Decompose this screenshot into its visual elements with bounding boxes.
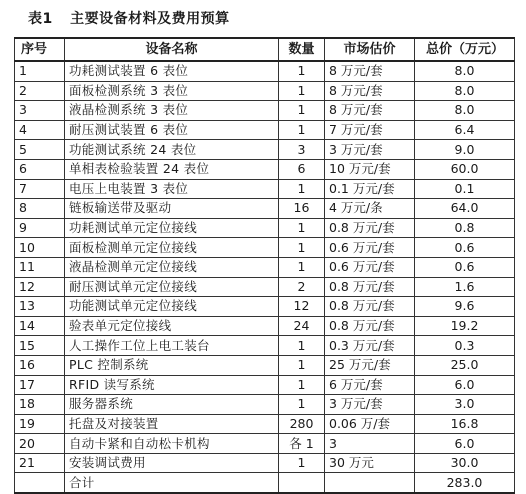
cell-total: 16.8 [415,414,515,434]
cell-no: 20 [15,434,65,454]
table-row [15,101,515,121]
cell-name: PLC 控制系统 [65,355,279,375]
cell-qty: 1 [279,101,325,121]
cell-price: 3 万元/套 [325,395,415,415]
sum-no [15,473,65,493]
cell-total: 19.2 [415,316,515,336]
budget-table [14,37,515,494]
cell-price: 0.8 万元/套 [325,277,415,297]
cell-name: 自动卡紧和自动松卡机构 [65,434,279,454]
table-row [15,395,515,415]
cell-no: 7 [15,179,65,199]
table-row [15,140,515,160]
cell-qty: 各 1 [279,434,325,454]
sum-total: 283.0 [415,473,515,493]
cell-price: 6 万元/套 [325,375,415,395]
table-row [15,453,515,473]
cell-total: 8.0 [415,81,515,101]
cell-no: 21 [15,453,65,473]
cell-total: 0.1 [415,179,515,199]
cell-qty: 1 [279,61,325,81]
cell-price: 0.1 万元/套 [325,179,415,199]
header-price: 市场估价 [325,38,415,61]
cell-no: 5 [15,140,65,160]
cell-no: 6 [15,159,65,179]
sum-price [325,473,415,493]
sum-qty [279,473,325,493]
table-row [15,297,515,317]
cell-qty: 16 [279,199,325,219]
cell-no: 17 [15,375,65,395]
cell-price: 0.3 万元/套 [325,336,415,356]
cell-qty: 12 [279,297,325,317]
table-row [15,336,515,356]
cell-name: 单相表检验装置 24 表位 [65,159,279,179]
cell-price: 0.8 万元/套 [325,316,415,336]
cell-price: 25 万元/套 [325,355,415,375]
cell-qty: 1 [279,81,325,101]
cell-qty: 1 [279,453,325,473]
cell-name: 液晶检测系统 3 表位 [65,101,279,121]
table-row [15,199,515,219]
cell-price: 10 万元/套 [325,159,415,179]
header-name: 设备名称 [65,38,279,61]
cell-total: 30.0 [415,453,515,473]
cell-name: 安装调试费用 [65,453,279,473]
cell-no: 15 [15,336,65,356]
cell-total: 0.3 [415,336,515,356]
cell-name: 人工操作工位上电工装台 [65,336,279,356]
header-no: 序号 [15,38,65,61]
cell-price: 7 万元/套 [325,120,415,140]
cell-total: 8.0 [415,61,515,81]
cell-no: 9 [15,218,65,238]
cell-total: 1.6 [415,277,515,297]
cell-price: 0.8 万元/套 [325,297,415,317]
cell-name: 功耗测试单元定位接线 [65,218,279,238]
cell-price: 8 万元/套 [325,61,415,81]
cell-no: 13 [15,297,65,317]
cell-total: 6.0 [415,375,515,395]
cell-total: 0.8 [415,218,515,238]
cell-price: 30 万元 [325,453,415,473]
cell-qty: 1 [279,375,325,395]
cell-no: 16 [15,355,65,375]
table-number: 表1 [28,11,53,27]
cell-no: 10 [15,238,65,258]
header-qty: 数量 [279,38,325,61]
cell-name: 功耗测试装置 6 表位 [65,61,279,81]
table-row [15,81,515,101]
cell-name: 耐压测试单元定位接线 [65,277,279,297]
cell-name: 面板检测系统 3 表位 [65,81,279,101]
cell-total: 9.6 [415,297,515,317]
cell-qty: 1 [279,336,325,356]
cell-price: 0.6 万元/套 [325,257,415,277]
cell-no: 3 [15,101,65,121]
sum-label: 合计 [65,473,279,493]
cell-no: 14 [15,316,65,336]
cell-qty: 1 [279,120,325,140]
table-caption [28,8,230,28]
cell-name: 验表单元定位接线 [65,316,279,336]
table-row [15,159,515,179]
table-row [15,257,515,277]
table-row [15,238,515,258]
cell-price: 8 万元/套 [325,101,415,121]
table-row [15,316,515,336]
sum-row [15,473,515,493]
cell-name: 面板检测单元定位接线 [65,238,279,258]
table-body [15,61,515,493]
cell-total: 0.6 [415,238,515,258]
cell-price: 3 万元/套 [325,140,415,160]
cell-no: 12 [15,277,65,297]
table-row [15,355,515,375]
cell-name: 服务器系统 [65,395,279,415]
cell-total: 0.6 [415,257,515,277]
cell-qty: 1 [279,395,325,415]
cell-no: 18 [15,395,65,415]
table-row [15,414,515,434]
cell-total: 25.0 [415,355,515,375]
cell-qty: 1 [279,179,325,199]
cell-name: 液晶检测单元定位接线 [65,257,279,277]
cell-no: 8 [15,199,65,219]
cell-price: 4 万元/条 [325,199,415,219]
table-row [15,277,515,297]
cell-qty: 1 [279,257,325,277]
cell-name: 托盘及对接装置 [65,414,279,434]
cell-name: 耐压测试装置 6 表位 [65,120,279,140]
table-row [15,179,515,199]
cell-total: 6.4 [415,120,515,140]
cell-price: 3 [325,434,415,454]
cell-qty: 1 [279,218,325,238]
table-header-row [15,38,515,61]
cell-name: RFID 读写系统 [65,375,279,395]
cell-total: 9.0 [415,140,515,160]
cell-total: 8.0 [415,101,515,121]
cell-name: 功能测试单元定位接线 [65,297,279,317]
cell-price: 0.06 万/套 [325,414,415,434]
table-row [15,120,515,140]
table-row [15,375,515,395]
cell-no: 4 [15,120,65,140]
cell-name: 电压上电装置 3 表位 [65,179,279,199]
table-title: 主要设备材料及费用预算 [70,11,230,27]
cell-total: 6.0 [415,434,515,454]
cell-total: 64.0 [415,199,515,219]
cell-no: 19 [15,414,65,434]
cell-qty: 1 [279,238,325,258]
cell-no: 11 [15,257,65,277]
cell-qty: 1 [279,355,325,375]
cell-qty: 280 [279,414,325,434]
cell-qty: 6 [279,159,325,179]
cell-no: 1 [15,61,65,81]
cell-qty: 3 [279,140,325,160]
cell-price: 0.8 万元/套 [325,218,415,238]
table-row [15,434,515,454]
cell-price: 0.6 万元/套 [325,238,415,258]
cell-qty: 24 [279,316,325,336]
table-row [15,218,515,238]
cell-name: 链板输送带及驱动 [65,199,279,219]
cell-qty: 2 [279,277,325,297]
header-total: 总价（万元） [415,38,515,61]
cell-name: 功能测试系统 24 表位 [65,140,279,160]
cell-no: 2 [15,81,65,101]
table-row [15,61,515,81]
cell-total: 60.0 [415,159,515,179]
cell-price: 8 万元/套 [325,81,415,101]
cell-total: 3.0 [415,395,515,415]
